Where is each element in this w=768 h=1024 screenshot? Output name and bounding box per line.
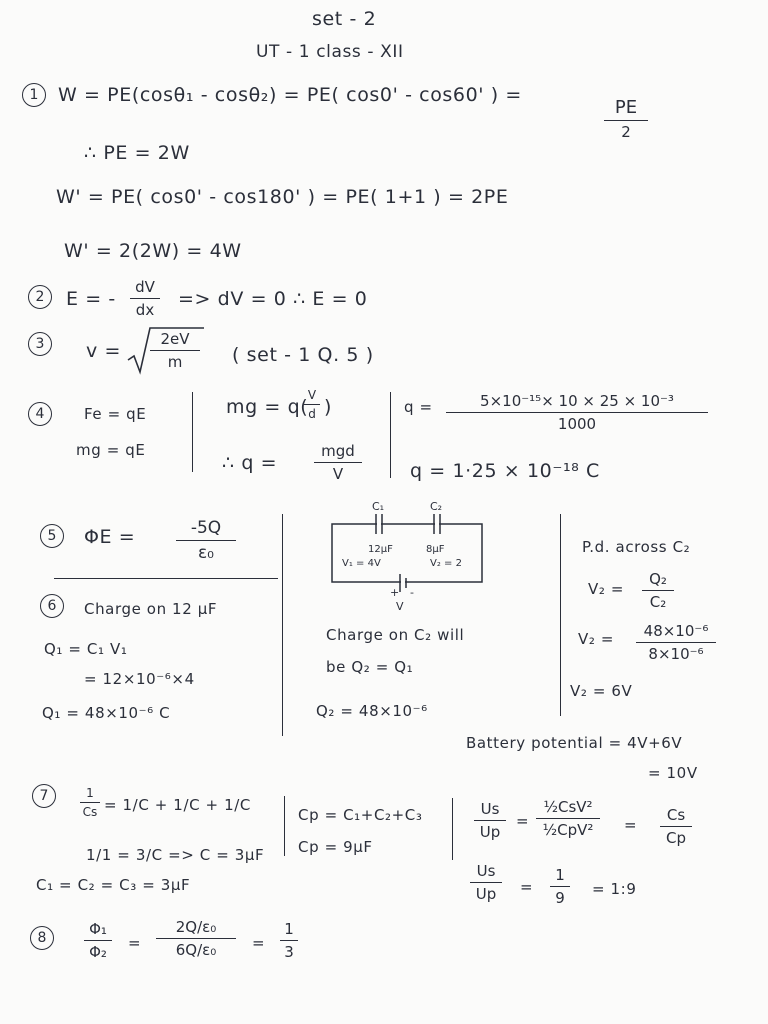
q4-col1-line2: mg = qE — [76, 441, 146, 459]
c1-value: 12μF — [368, 544, 393, 555]
q4-col3-fraction — [446, 392, 708, 433]
q4-col3-frac-numerator: 5×10⁻¹⁵× 10 × 25 × 10⁻³ — [480, 392, 674, 410]
q6-right-line1: P.d. across C₂ — [582, 538, 691, 556]
q8-lhs-denominator: Φ₂ — [89, 943, 107, 961]
question-number-3: 3 — [28, 332, 52, 356]
q7-right-lhs-bar — [474, 820, 506, 821]
q8-fraction-rhs — [280, 920, 298, 961]
q2-rhs: => dV = 0 ∴ E = 0 — [178, 288, 368, 310]
q8-rhs-bar — [280, 940, 298, 941]
q4-col2-frac-denominator: d — [308, 407, 316, 421]
q8-eq1: = — [128, 934, 142, 952]
q3-fraction — [150, 330, 200, 371]
q6-battery-line2: = 10V — [648, 764, 698, 782]
question-number-7: 7 — [32, 784, 56, 808]
q3-frac-denominator: m — [167, 353, 183, 371]
q1-line4: W' = 2(2W) = 4W — [64, 240, 242, 262]
q2-frac-bar — [130, 298, 160, 299]
battery-minus: - — [410, 586, 414, 599]
q4-col3-frac-denominator: 1000 — [557, 415, 597, 433]
q6-right-fraction2 — [636, 622, 716, 663]
q7-right-eq1: = — [516, 812, 530, 830]
q8-eq2: = — [252, 934, 266, 952]
q7-right2-rhs-denominator: 9 — [555, 889, 565, 907]
question-number-2: 2 — [28, 285, 52, 309]
q5-frac-numerator: -5Q — [190, 518, 222, 538]
q4-col2-frac2-bar — [314, 462, 362, 463]
q8-mid-denominator: 6Q/ε₀ — [175, 941, 217, 959]
q7-fraction-lhs — [80, 786, 100, 819]
q5-frac-bar — [176, 540, 236, 541]
q6-right-line2a: V₂ = — [588, 580, 625, 598]
q6-divider — [560, 514, 561, 716]
q4-col2-line1a: mg = q( — [226, 396, 309, 418]
q7-right2-lhs-bar — [470, 882, 502, 883]
q8-mid-numerator: 2Q/ε₀ — [175, 918, 217, 936]
q7-right-rhs-numerator: Cs — [666, 806, 686, 824]
q6-right-frac1-denominator: C₂ — [649, 593, 667, 611]
q7-right2-fraction-lhs — [470, 862, 502, 903]
q7-divider-2 — [452, 798, 453, 860]
q1-frac-denominator: 2 — [621, 123, 631, 141]
q1-frac-bar — [604, 120, 648, 121]
q8-fraction-lhs — [84, 920, 112, 961]
q1-fraction — [604, 97, 648, 141]
q7-line3: C₁ = C₂ = C₃ = 3μF — [36, 876, 191, 894]
q3-note: ( set - 1 Q. 5 ) — [232, 344, 374, 366]
q7-frac-lhs-denominator: Cs — [82, 805, 98, 819]
q6-right-frac2-numerator: 48×10⁻⁶ — [643, 622, 709, 640]
q6-line1: Q₁ = C₁ V₁ — [44, 640, 128, 658]
q2-frac-denominator: dx — [135, 301, 155, 319]
q7-right-rhs-bar — [660, 826, 692, 827]
q8-lhs-bar — [84, 940, 112, 941]
q4-col2-frac2-numerator: mgd — [321, 442, 355, 460]
q7-right-eq2: = — [624, 816, 638, 834]
q2-frac-numerator: dV — [135, 278, 155, 296]
q7-right2-lhs-numerator: Us — [476, 862, 496, 880]
q4-col2-line1b: ) — [324, 396, 333, 418]
q6-right-frac2-bar — [636, 642, 716, 643]
q5-fraction — [176, 518, 236, 563]
q6-circuit-diagram — [326, 500, 496, 618]
question-number-8: 8 — [30, 926, 54, 950]
q1-line1: W = PE(cosθ₁ - cosθ₂) = PE( cos0' - cos60' ) = — [58, 84, 522, 106]
q8-mid-bar — [156, 938, 236, 939]
question-number-4: 4 — [28, 402, 52, 426]
q2-fraction — [130, 278, 160, 319]
q7-mid-line2: Cp = 9μF — [298, 838, 373, 856]
c1-label: C₁ — [372, 500, 385, 513]
q7-right2-rhs-numerator: 1 — [555, 866, 565, 884]
q7-right-fraction-mid — [536, 798, 600, 839]
v1-label: V₁ = 4V — [342, 558, 381, 569]
q4-col2-frac2-denominator: V — [332, 465, 344, 483]
q5-divider — [282, 514, 283, 736]
q4-col1-line1: Fe = qE — [84, 405, 147, 423]
q7-right-lhs-denominator: Up — [479, 823, 501, 841]
q4-col2-frac-numerator: V — [307, 388, 317, 402]
c2-label: C₂ — [430, 500, 443, 513]
q6-right-line3a: V₂ = — [578, 630, 615, 648]
q7-right2-eq1: = — [520, 878, 534, 896]
q7-line2: 1/1 = 3/C => C = 3μF — [86, 846, 265, 864]
q2-lhs: E = - — [66, 288, 116, 310]
battery-v: V — [396, 600, 404, 613]
q6-battery-line1: Battery potential = 4V+6V — [466, 734, 683, 752]
question-number-6: 6 — [40, 594, 64, 618]
q1-line2: ∴ PE = 2W — [84, 142, 190, 164]
q7-right-rhs-denominator: Cp — [666, 829, 686, 847]
q4-col2-fraction2 — [314, 442, 362, 483]
q5-underline — [54, 578, 278, 579]
sheet-title: set - 2 — [312, 8, 377, 30]
q6-mid-line3: Q₂ = 48×10⁻⁶ — [316, 702, 428, 720]
q7-right2-lhs-denominator: Up — [475, 885, 497, 903]
question-number-1: 1 — [22, 83, 46, 107]
q6-right-frac2-denominator: 8×10⁻⁶ — [648, 645, 704, 663]
q7-right2-tail: = 1:9 — [592, 880, 637, 898]
circuit-loop — [332, 524, 482, 582]
q8-rhs-denominator: 3 — [284, 943, 294, 961]
q3-frac-numerator: 2eV — [160, 330, 190, 348]
q7-right-fraction-lhs — [474, 800, 506, 841]
question-number-5: 5 — [40, 524, 64, 548]
q7-right-mid-denominator: ½CpV² — [542, 821, 594, 839]
c2-value: 8μF — [426, 544, 445, 555]
q4-col2-frac-bar — [304, 404, 320, 405]
q7-line1-rest: = 1/C + 1/C + 1/C — [104, 796, 251, 814]
q5-frac-denominator: ε₀ — [197, 543, 214, 563]
q1-frac-numerator: PE — [614, 97, 638, 118]
q6-line3: Q₁ = 48×10⁻⁶ C — [42, 704, 171, 722]
q7-mid-line1: Cp = C₁+C₂+C₃ — [298, 806, 423, 824]
q7-right2-fraction-rhs — [550, 866, 570, 907]
q4-col3-line2: q = 1·25 × 10⁻¹⁸ C — [410, 460, 600, 482]
q8-fraction-mid — [156, 918, 236, 959]
q6-right-frac1-bar — [642, 590, 674, 591]
v2-label: V₂ = 2 — [430, 558, 462, 569]
q7-frac-lhs-numerator: 1 — [86, 786, 94, 800]
q6-line2: = 12×10⁻⁶×4 — [84, 670, 195, 688]
q4-col3-frac-bar — [446, 412, 708, 413]
q1-line3: W' = PE( cos0' - cos180' ) = PE( 1+1 ) = 2PE — [56, 186, 509, 208]
q6-right-frac1-numerator: Q₂ — [649, 570, 667, 588]
q5-lhs: ΦE = — [84, 526, 136, 548]
q4-col2-fraction — [304, 388, 320, 421]
q6-right-fraction1 — [642, 570, 674, 611]
q7-frac-lhs-bar — [80, 802, 100, 803]
q7-right-fraction-rhs — [660, 806, 692, 847]
battery-plus: + — [390, 586, 400, 599]
q4-col2-line2a: ∴ q = — [222, 452, 278, 474]
q3-lhs: v = — [86, 340, 122, 362]
q8-rhs-numerator: 1 — [284, 920, 294, 938]
q7-right-lhs-numerator: Us — [480, 800, 500, 818]
q4-col3-line1a: q = — [404, 398, 433, 416]
q7-right-mid-numerator: ½CsV² — [543, 798, 593, 816]
q4-divider-2 — [390, 392, 391, 478]
q8-lhs-numerator: Φ₁ — [89, 920, 107, 938]
q7-divider-1 — [284, 796, 285, 856]
q7-right-mid-bar — [536, 818, 600, 819]
q7-right2-rhs-bar — [550, 886, 570, 887]
q6-mid-line2: be Q₂ = Q₁ — [326, 658, 414, 676]
q3-frac-bar — [150, 350, 200, 351]
q4-divider-1 — [192, 392, 193, 472]
q6-mid-line1: Charge on C₂ will — [326, 626, 465, 644]
q6-right-line4: V₂ = 6V — [570, 682, 633, 700]
sheet-subtitle: UT - 1 class - XII — [256, 42, 404, 62]
q6-title: Charge on 12 μF — [84, 600, 218, 618]
